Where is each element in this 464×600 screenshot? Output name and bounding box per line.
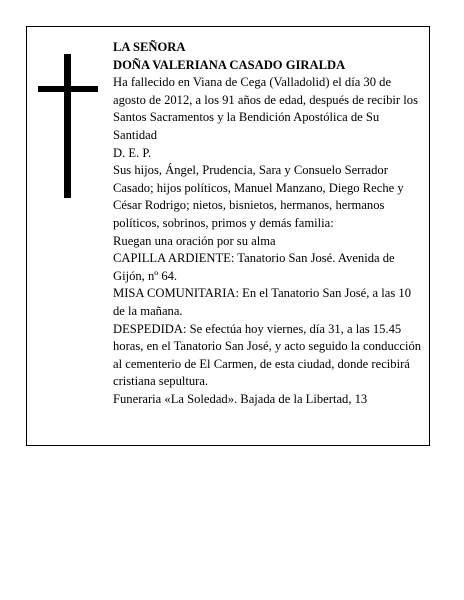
latin-cross-icon	[38, 54, 98, 198]
notice-title: LA SEÑORA	[113, 40, 186, 54]
cross-horizontal-bar	[38, 86, 98, 92]
obituary-text	[113, 39, 423, 408]
rest-in-peace: D. E. P.	[113, 145, 152, 160]
mass-info: MISA COMUNITARIA: En el Tanatorio San José, a las 10 de la mañana.	[113, 286, 411, 318]
death-announcement: Ha fallecido en Viana de Cega (Valladolid) el día 30 de agosto de 2012, a los 91 años de edad, después de recibir los Santos Sacramentos y la Bendición Apostólica de Su Santidad	[113, 75, 418, 142]
funeral-home-info: Funeraria «La Soledad». Bajada de la Libertad, 13	[113, 391, 368, 406]
deceased-name: DOÑA VALERIANA CASADO GIRALDA	[113, 57, 346, 72]
prayer-request: Ruegan una oración por su alma	[113, 233, 276, 248]
farewell-info: DESPEDIDA: Se efectúa hoy viernes, día 31, a las 15.45 horas, en el Tanatorio San José, y acto seguido la conducción al cementerio de El Carmen, de esta ciudad, donde recibirá cristiana sepultura.	[113, 321, 422, 389]
funeral-chapel-info: CAPILLA ARDIENTE: Tanatorio San José. Avenida de Gijón, nº 64.	[113, 251, 395, 283]
family-list: Sus hijos, Ángel, Prudencia, Sara y Consuelo Serrador Casado; hijos políticos, Manuel Manzano, Diego Reche y César Rodrigo; nietos, bisnietos, hermanos, hermanos políticos, sobrinos, primos y demás familia:	[113, 163, 404, 230]
cross-vertical-bar	[64, 54, 71, 198]
